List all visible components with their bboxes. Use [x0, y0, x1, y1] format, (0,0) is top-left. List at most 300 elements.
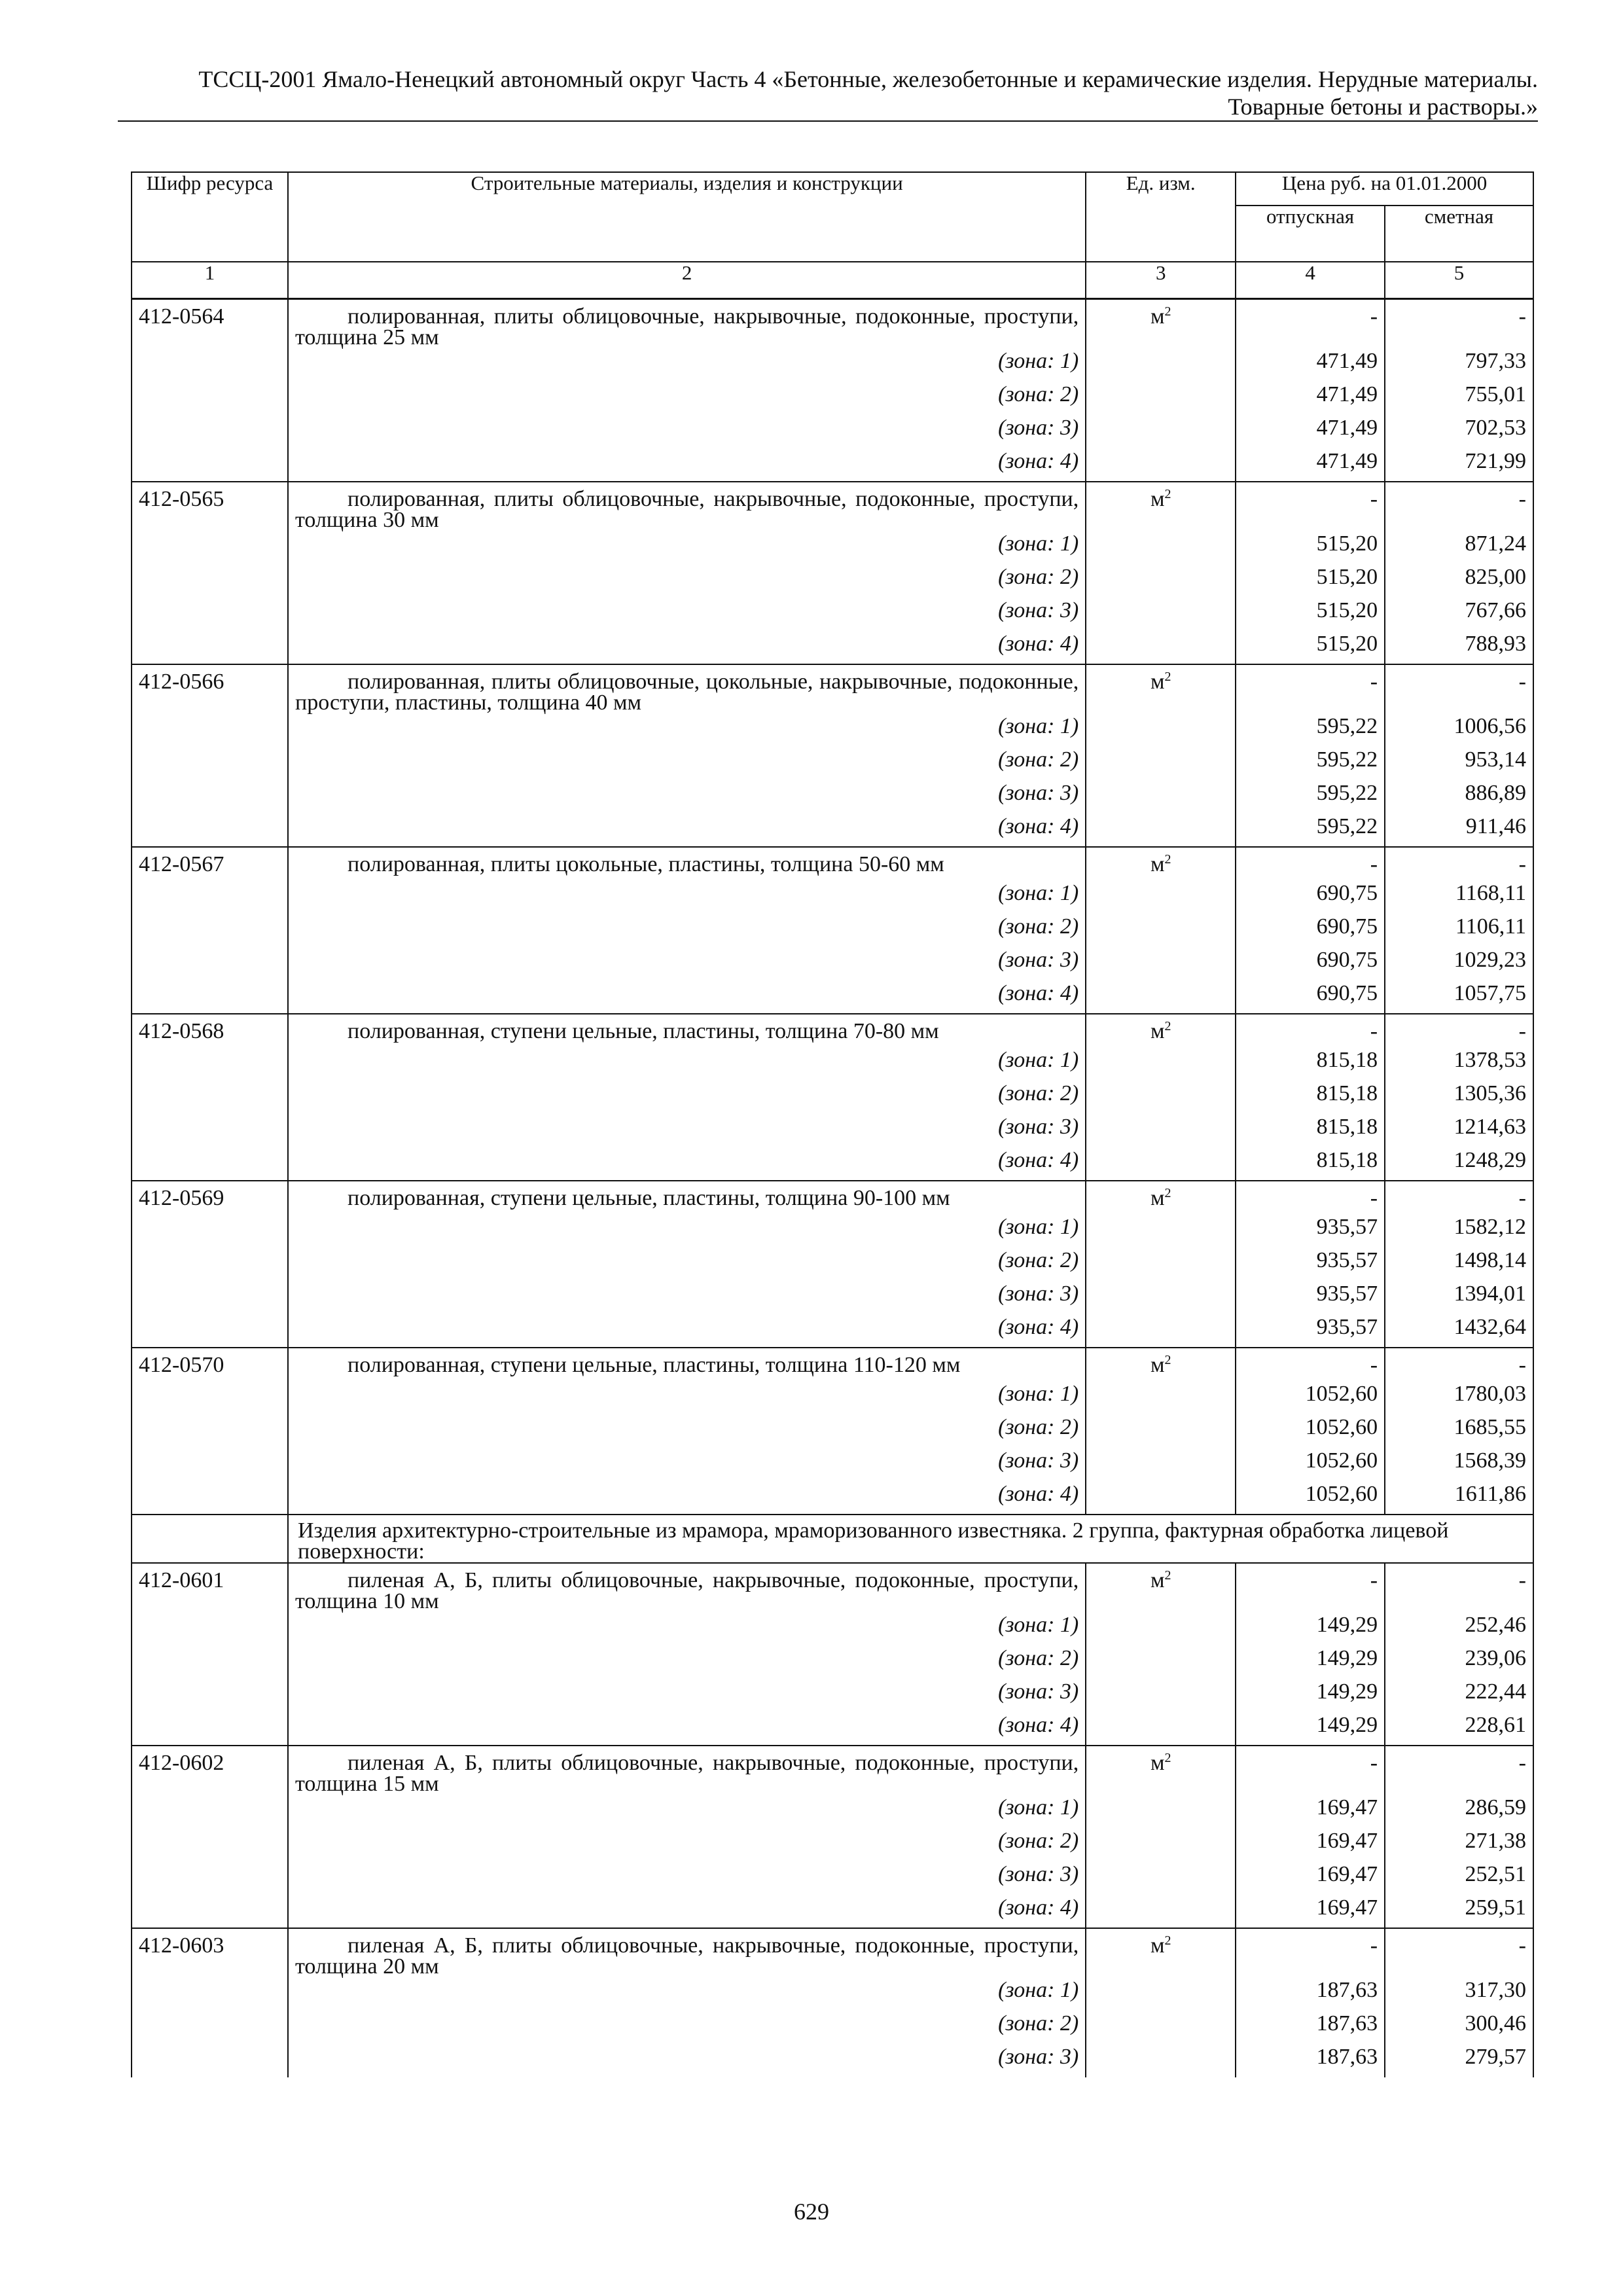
empty-cell: [1086, 1481, 1236, 1515]
item-row: [132, 1181, 1533, 1214]
unit-label: м: [1150, 670, 1165, 694]
empty-cell: [132, 1081, 288, 1114]
zone-label: (зона: 3): [288, 2044, 1086, 2077]
empty-cell: [132, 1448, 288, 1481]
unit-cell: [1086, 1563, 1236, 1612]
unit-label: м: [1150, 1186, 1165, 1210]
empty-cell: [132, 531, 288, 564]
empty-cell: [1086, 1861, 1236, 1895]
empty-cell: [132, 448, 288, 482]
unit-exponent: 2: [1164, 1019, 1171, 1033]
item-description: полированная, плиты облицовочные, цокольные, накрывочные, подоконные, проступи, пластины, толщина 40 мм: [288, 664, 1086, 713]
zone-label: (зона: 4): [288, 980, 1086, 1014]
col-header-estimate-price: сметная: [1385, 206, 1533, 262]
zone-label: (зона: 3): [288, 1861, 1086, 1895]
empty-cell: [1086, 947, 1236, 980]
col-number: 1: [132, 262, 288, 299]
zone-estimate-price: 259,51: [1385, 1895, 1533, 1928]
zone-label: (зона: 3): [288, 1281, 1086, 1314]
empty-cell: [132, 1861, 288, 1895]
unit-exponent: 2: [1164, 1353, 1171, 1367]
empty-cell: [132, 1047, 288, 1081]
empty-cell: [132, 1895, 288, 1928]
zone-row: [132, 631, 1533, 664]
item-description: полированная, ступени цельные, пластины, толщина 90-100 мм: [288, 1181, 1086, 1214]
zone-release-price: 1052,60: [1236, 1381, 1385, 1414]
empty-cell: [1086, 415, 1236, 448]
zone-label: (зона: 3): [288, 415, 1086, 448]
empty-cell: [1086, 382, 1236, 415]
item-row: [132, 1014, 1533, 1047]
zone-release-price: 935,57: [1236, 1281, 1385, 1314]
zone-row: [132, 348, 1533, 382]
empty-cell: [132, 1977, 288, 2011]
release-price: -: [1236, 1746, 1385, 1795]
zone-label: (зона: 1): [288, 1214, 1086, 1247]
zone-estimate-price: 871,24: [1385, 531, 1533, 564]
zone-estimate-price: 317,30: [1385, 1977, 1533, 2011]
empty-cell: [1086, 1679, 1236, 1712]
zone-estimate-price: 755,01: [1385, 382, 1533, 415]
zone-release-price: 815,18: [1236, 1114, 1385, 1147]
zone-label: (зона: 2): [288, 564, 1086, 598]
zone-release-price: 187,63: [1236, 2044, 1385, 2077]
empty-cell: [132, 1645, 288, 1679]
zone-estimate-price: 1106,11: [1385, 914, 1533, 947]
zone-estimate-price: 825,00: [1385, 564, 1533, 598]
zone-label: (зона: 3): [288, 1114, 1086, 1147]
zone-estimate-price: 1780,03: [1385, 1381, 1533, 1414]
empty-cell: [1086, 631, 1236, 664]
empty-cell: [132, 382, 288, 415]
zone-row: [132, 1795, 1533, 1828]
empty-cell: [1086, 1828, 1236, 1861]
page-number: 629: [794, 2198, 829, 2225]
empty-cell: [132, 2044, 288, 2077]
unit-exponent: 2: [1164, 1933, 1171, 1948]
empty-cell: [132, 598, 288, 631]
empty-cell: [132, 1795, 288, 1828]
empty-cell: [1086, 1414, 1236, 1448]
unit-exponent: 2: [1164, 852, 1171, 867]
zone-label: (зона: 1): [288, 1612, 1086, 1645]
zone-release-price: 471,49: [1236, 382, 1385, 415]
empty-cell: [1086, 1795, 1236, 1828]
zone-release-price: 690,75: [1236, 880, 1385, 914]
empty-cell: [1086, 713, 1236, 747]
empty-cell: [1086, 1712, 1236, 1746]
resource-code: 412-0570: [132, 1348, 288, 1381]
zone-row: [132, 1114, 1533, 1147]
empty-cell: [1086, 1448, 1236, 1481]
zone-label: (зона: 4): [288, 1481, 1086, 1515]
zone-estimate-price: 1248,29: [1385, 1147, 1533, 1181]
zone-estimate-price: 1498,14: [1385, 1247, 1533, 1281]
zone-row: [132, 880, 1533, 914]
release-price: -: [1236, 1014, 1385, 1047]
unit-label: м: [1150, 1568, 1165, 1592]
zone-release-price: 1052,60: [1236, 1481, 1385, 1515]
empty-cell: [132, 1147, 288, 1181]
zone-label: (зона: 3): [288, 947, 1086, 980]
empty-cell: [1086, 2044, 1236, 2077]
zone-estimate-price: 1029,23: [1385, 947, 1533, 980]
zone-row: [132, 914, 1533, 947]
empty-cell: [132, 1281, 288, 1314]
empty-cell: [132, 914, 288, 947]
item-row: [132, 1563, 1533, 1612]
zone-label: (зона: 2): [288, 914, 1086, 947]
zone-release-price: 187,63: [1236, 2011, 1385, 2044]
zone-estimate-price: 702,53: [1385, 415, 1533, 448]
zone-estimate-price: 228,61: [1385, 1712, 1533, 1746]
zone-estimate-price: 1006,56: [1385, 713, 1533, 747]
item-row: [132, 1746, 1533, 1795]
resource-code: 412-0569: [132, 1181, 288, 1214]
empty-cell: [132, 564, 288, 598]
zone-label: (зона: 2): [288, 747, 1086, 780]
col-number: 5: [1385, 262, 1533, 299]
header-line-1: ТССЦ-2001 Ямало-Ненецкий автономный округ Часть 4 «Бетонные, железобетонные и керамические изделия. Нерудные материалы.: [198, 66, 1538, 92]
unit-label: м: [1150, 1353, 1165, 1377]
zone-estimate-price: 953,14: [1385, 747, 1533, 780]
zone-release-price: 515,20: [1236, 598, 1385, 631]
resource-code: 412-0566: [132, 664, 288, 713]
zone-estimate-price: 252,46: [1385, 1612, 1533, 1645]
zone-label: (зона: 2): [288, 1081, 1086, 1114]
zone-label: (зона: 1): [288, 348, 1086, 382]
zone-row: [132, 980, 1533, 1014]
unit-cell: [1086, 1746, 1236, 1795]
zone-row: [132, 1448, 1533, 1481]
zone-estimate-price: 797,33: [1385, 348, 1533, 382]
item-row: [132, 1348, 1533, 1381]
zone-row: [132, 1214, 1533, 1247]
estimate-price: -: [1385, 1014, 1533, 1047]
zone-row: [132, 747, 1533, 780]
release-price: -: [1236, 1348, 1385, 1381]
empty-cell: [1086, 1314, 1236, 1348]
zone-label: (зона: 4): [288, 631, 1086, 664]
zone-row: [132, 531, 1533, 564]
empty-cell: [132, 1712, 288, 1746]
empty-cell: [132, 2011, 288, 2044]
zone-row: [132, 1481, 1533, 1515]
zone-estimate-price: 788,93: [1385, 631, 1533, 664]
zone-estimate-price: 1394,01: [1385, 1281, 1533, 1314]
unit-exponent: 2: [1164, 1751, 1171, 1765]
unit-cell: [1086, 664, 1236, 713]
empty-cell: [132, 631, 288, 664]
empty-cell: [1086, 348, 1236, 382]
unit-cell: [1086, 847, 1236, 880]
zone-row: [132, 1612, 1533, 1645]
empty-cell: [132, 1247, 288, 1281]
release-price: -: [1236, 1928, 1385, 1977]
zone-release-price: 690,75: [1236, 947, 1385, 980]
col-number: 3: [1086, 262, 1236, 299]
zone-release-price: 169,47: [1236, 1861, 1385, 1895]
zone-row: [132, 1281, 1533, 1314]
zone-release-price: 169,47: [1236, 1795, 1385, 1828]
zone-release-price: 149,29: [1236, 1712, 1385, 1746]
zone-estimate-price: 721,99: [1385, 448, 1533, 482]
empty-cell: [132, 947, 288, 980]
zone-label: (зона: 4): [288, 1147, 1086, 1181]
zone-release-price: 815,18: [1236, 1147, 1385, 1181]
estimate-price: -: [1385, 482, 1533, 531]
empty-cell: [132, 1381, 288, 1414]
resource-code: 412-0601: [132, 1563, 288, 1612]
zone-estimate-price: 1214,63: [1385, 1114, 1533, 1147]
zone-release-price: 595,22: [1236, 814, 1385, 847]
item-row: [132, 299, 1533, 349]
zone-label: (зона: 4): [288, 1895, 1086, 1928]
empty-cell: [132, 415, 288, 448]
empty-cell: [1086, 914, 1236, 947]
empty-cell: [1086, 1081, 1236, 1114]
zone-release-price: 471,49: [1236, 448, 1385, 482]
item-description: полированная, ступени цельные, пластины, толщина 70-80 мм: [288, 1014, 1086, 1047]
zone-row: [132, 1314, 1533, 1348]
zone-row: [132, 1977, 1533, 2011]
empty-cell: [1086, 1977, 1236, 2011]
zone-label: (зона: 4): [288, 814, 1086, 847]
col-header-price: Цена руб. на 01.01.2000: [1236, 172, 1533, 206]
zone-estimate-price: 1432,64: [1385, 1314, 1533, 1348]
zone-label: (зона: 4): [288, 448, 1086, 482]
estimate-price: -: [1385, 1746, 1533, 1795]
unit-cell: [1086, 482, 1236, 531]
zone-release-price: 935,57: [1236, 1247, 1385, 1281]
zone-label: (зона: 1): [288, 1977, 1086, 2011]
zone-estimate-price: 1568,39: [1385, 1448, 1533, 1481]
empty-cell: [1086, 564, 1236, 598]
zone-estimate-price: 1611,86: [1385, 1481, 1533, 1515]
empty-cell: [132, 1414, 288, 1448]
zone-label: (зона: 2): [288, 382, 1086, 415]
empty-cell: [1086, 448, 1236, 482]
resource-code: 412-0567: [132, 847, 288, 880]
zone-release-price: 690,75: [1236, 914, 1385, 947]
zone-row: [132, 1679, 1533, 1712]
zone-row: [132, 1861, 1533, 1895]
empty-cell: [1086, 980, 1236, 1014]
zone-estimate-price: 1378,53: [1385, 1047, 1533, 1081]
resource-code: 412-0602: [132, 1746, 288, 1795]
zone-label: (зона: 1): [288, 880, 1086, 914]
empty-cell: [1086, 1047, 1236, 1081]
header-divider: [118, 120, 1538, 122]
section-heading: Изделия архитектурно-строительные из мрамора, мраморизованного известняка. 2 группа, фактурная обработка лицевой поверхности:: [288, 1515, 1533, 1563]
zone-row: [132, 947, 1533, 980]
release-price: -: [1236, 847, 1385, 880]
item-row: [132, 664, 1533, 713]
unit-label: м: [1150, 304, 1165, 329]
zone-release-price: 169,47: [1236, 1828, 1385, 1861]
empty-cell: [132, 1481, 288, 1515]
item-row: [132, 1928, 1533, 1977]
zone-estimate-price: 252,51: [1385, 1861, 1533, 1895]
zone-release-price: 149,29: [1236, 1612, 1385, 1645]
zone-estimate-price: 767,66: [1385, 598, 1533, 631]
header-line-2: Товарные бетоны и растворы.»: [1228, 94, 1538, 120]
zone-row: [132, 448, 1533, 482]
estimate-price: -: [1385, 1563, 1533, 1612]
zone-release-price: 1052,60: [1236, 1448, 1385, 1481]
unit-cell: [1086, 1928, 1236, 1977]
empty-cell: [1086, 1247, 1236, 1281]
col-header-release-price: отпускная: [1236, 206, 1385, 262]
zone-row: [132, 1645, 1533, 1679]
zone-row: [132, 1147, 1533, 1181]
empty-cell: [132, 880, 288, 914]
empty-cell: [1086, 747, 1236, 780]
empty-cell: [1086, 1214, 1236, 1247]
zone-estimate-price: 911,46: [1385, 814, 1533, 847]
zone-row: [132, 1828, 1533, 1861]
zone-label: (зона: 2): [288, 1414, 1086, 1448]
item-description: пиленая А, Б, плиты облицовочные, накрывочные, подоконные, проступи, толщина 10 мм: [288, 1563, 1086, 1612]
zone-release-price: 690,75: [1236, 980, 1385, 1014]
release-price: -: [1236, 664, 1385, 713]
col-header-code: Шифр ресурса: [132, 172, 288, 262]
zone-label: (зона: 3): [288, 780, 1086, 814]
empty-cell: [132, 348, 288, 382]
zone-estimate-price: 886,89: [1385, 780, 1533, 814]
page-header: [118, 65, 1538, 120]
zone-release-price: 815,18: [1236, 1081, 1385, 1114]
unit-cell: [1086, 1348, 1236, 1381]
estimate-price: -: [1385, 299, 1533, 349]
zone-row: [132, 1414, 1533, 1448]
resource-code: 412-0603: [132, 1928, 288, 1977]
unit-exponent: 2: [1164, 670, 1171, 684]
release-price: -: [1236, 1563, 1385, 1612]
zone-release-price: 471,49: [1236, 415, 1385, 448]
zone-estimate-price: 271,38: [1385, 1828, 1533, 1861]
zone-row: [132, 814, 1533, 847]
price-table-body: [132, 299, 1533, 2078]
empty-cell: [1086, 780, 1236, 814]
item-description: полированная, плиты облицовочные, накрывочные, подоконные, проступи, толщина 25 мм: [288, 299, 1086, 349]
item-row: [132, 482, 1533, 531]
unit-label: м: [1150, 852, 1165, 876]
empty-cell: [132, 713, 288, 747]
zone-row: [132, 1381, 1533, 1414]
unit-exponent: 2: [1164, 1568, 1171, 1583]
zone-label: (зона: 3): [288, 1679, 1086, 1712]
empty-cell: [1086, 1645, 1236, 1679]
zone-row: [132, 598, 1533, 631]
empty-cell: [1086, 2011, 1236, 2044]
empty-cell: [132, 1679, 288, 1712]
item-row: [132, 847, 1533, 880]
item-description: полированная, плиты цокольные, пластины, толщина 50-60 мм: [288, 847, 1086, 880]
unit-label: м: [1150, 487, 1165, 511]
zone-release-price: 515,20: [1236, 531, 1385, 564]
empty-cell: [1086, 880, 1236, 914]
col-header-name: Строительные материалы, изделия и конструкции: [288, 172, 1086, 262]
empty-cell: [132, 1314, 288, 1348]
zone-label: (зона: 2): [288, 1828, 1086, 1861]
release-price: -: [1236, 482, 1385, 531]
empty-cell: [1086, 1147, 1236, 1181]
zone-estimate-price: 300,46: [1385, 2011, 1533, 2044]
zone-label: (зона: 1): [288, 1047, 1086, 1081]
release-price: -: [1236, 1181, 1385, 1214]
zone-release-price: 815,18: [1236, 1047, 1385, 1081]
empty-cell: [1086, 531, 1236, 564]
release-price: -: [1236, 299, 1385, 349]
zone-row: [132, 1047, 1533, 1081]
empty-cell: [1086, 1895, 1236, 1928]
empty-cell: [132, 1114, 288, 1147]
resource-code: 412-0564: [132, 299, 288, 349]
zone-release-price: 515,20: [1236, 564, 1385, 598]
zone-row: [132, 780, 1533, 814]
zone-row: [132, 2044, 1533, 2077]
empty-cell: [132, 1515, 288, 1563]
empty-cell: [132, 747, 288, 780]
zone-label: (зона: 1): [288, 713, 1086, 747]
zone-release-price: 595,22: [1236, 713, 1385, 747]
empty-cell: [132, 814, 288, 847]
unit-label: м: [1150, 1751, 1165, 1775]
zone-row: [132, 1712, 1533, 1746]
empty-cell: [1086, 814, 1236, 847]
zone-label: (зона: 3): [288, 1448, 1086, 1481]
item-description: полированная, ступени цельные, пластины, толщина 110-120 мм: [288, 1348, 1086, 1381]
estimate-price: -: [1385, 847, 1533, 880]
zone-label: (зона: 1): [288, 1381, 1086, 1414]
zone-label: (зона: 1): [288, 531, 1086, 564]
zone-row: [132, 415, 1533, 448]
zone-label: (зона: 2): [288, 1247, 1086, 1281]
zone-estimate-price: 1685,55: [1385, 1414, 1533, 1448]
zone-row: [132, 1081, 1533, 1114]
unit-exponent: 2: [1164, 304, 1171, 319]
price-table: [131, 171, 1534, 2077]
zone-estimate-price: 239,06: [1385, 1645, 1533, 1679]
col-number: 4: [1236, 262, 1385, 299]
zone-row: [132, 713, 1533, 747]
zone-release-price: 169,47: [1236, 1895, 1385, 1928]
empty-cell: [132, 780, 288, 814]
zone-estimate-price: 1582,12: [1385, 1214, 1533, 1247]
zone-row: [132, 382, 1533, 415]
unit-cell: [1086, 1181, 1236, 1214]
zone-release-price: 149,29: [1236, 1645, 1385, 1679]
zone-row: [132, 2011, 1533, 2044]
empty-cell: [132, 1214, 288, 1247]
section-row: [132, 1515, 1533, 1563]
empty-cell: [1086, 1281, 1236, 1314]
zone-label: (зона: 1): [288, 1795, 1086, 1828]
resource-code: 412-0565: [132, 482, 288, 531]
zone-label: (зона: 3): [288, 598, 1086, 631]
zone-release-price: 187,63: [1236, 1977, 1385, 2011]
item-description: пиленая А, Б, плиты облицовочные, накрывочные, подоконные, проступи, толщина 20 мм: [288, 1928, 1086, 1977]
item-description: полированная, плиты облицовочные, накрывочные, подоконные, проступи, толщина 30 мм: [288, 482, 1086, 531]
unit-exponent: 2: [1164, 487, 1171, 501]
zone-release-price: 471,49: [1236, 348, 1385, 382]
empty-cell: [1086, 1381, 1236, 1414]
zone-release-price: 595,22: [1236, 780, 1385, 814]
empty-cell: [1086, 1612, 1236, 1645]
empty-cell: [132, 980, 288, 1014]
zone-estimate-price: 1168,11: [1385, 880, 1533, 914]
